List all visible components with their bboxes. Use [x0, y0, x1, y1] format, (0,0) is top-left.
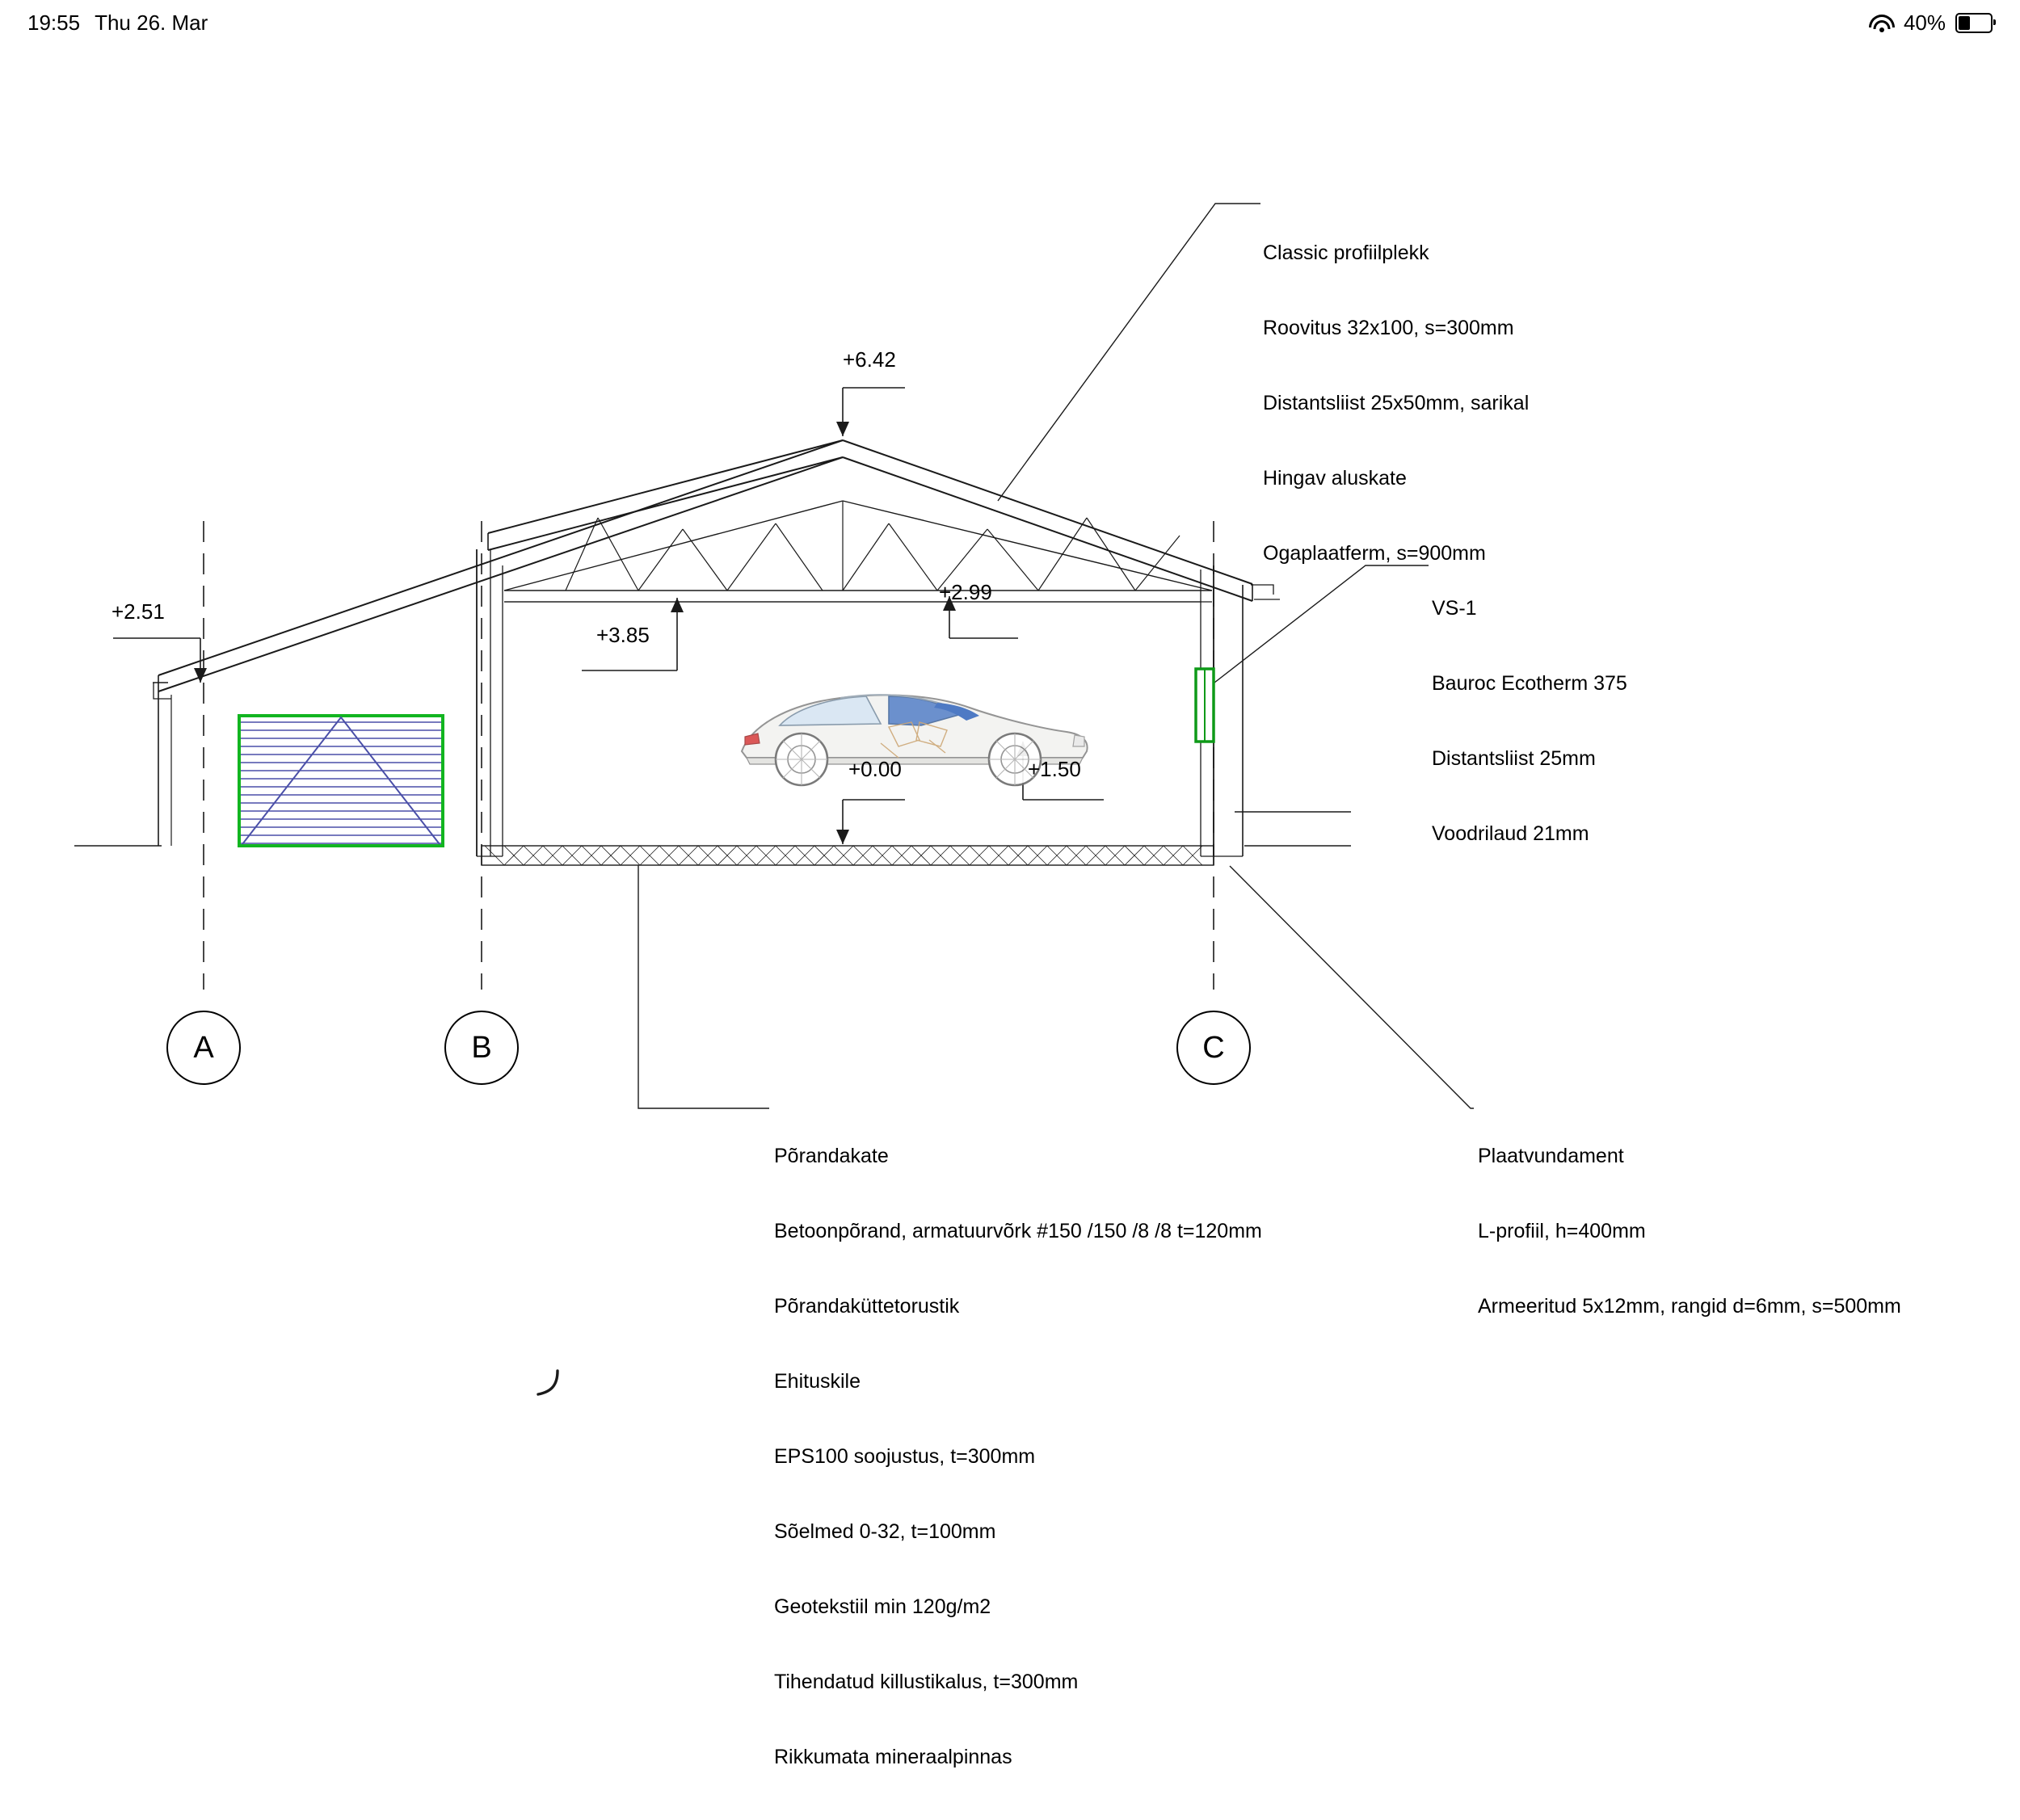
- garage-door: [239, 716, 443, 846]
- level-label-eave-left: +2.51: [112, 599, 165, 624]
- level-label-ridge-in: +3.85: [596, 623, 650, 647]
- leader-floor: [638, 865, 769, 1108]
- floor-buildup-note: [774, 1094, 1262, 1820]
- home-gesture-indicator[interactable]: [533, 1369, 564, 1397]
- foundation-note-line-3: Armeeritud 5x12mm, rangid d=6mm, s=500mm: [1478, 1295, 1901, 1318]
- floor-note-line-3: Põrandaküttetorustik: [774, 1295, 960, 1318]
- grid-bubble-c[interactable]: C: [1176, 1011, 1251, 1085]
- roof-note-line-5: Ogaplaatferm, s=900mm: [1263, 542, 1486, 565]
- floor-note-line-4: Ehituskile: [774, 1370, 861, 1393]
- floor-note-line-2: Betoonpõrand, armatuurvõrk #150 /150 /8 /8 t=120mm: [774, 1220, 1262, 1242]
- grid-bubble-a[interactable]: A: [166, 1011, 241, 1085]
- leader-foundation: [1230, 866, 1474, 1108]
- roof-note-line-3: Distantsliist 25x50mm, sarikal: [1263, 392, 1530, 414]
- leader-roof: [998, 204, 1260, 501]
- grid-bubble-b[interactable]: B: [444, 1011, 519, 1085]
- status-date: Thu 26. Mar: [95, 10, 208, 35]
- status-time: 19:55: [27, 10, 81, 35]
- roof-note-line-1: Classic profiilplekk: [1263, 242, 1429, 264]
- level-label-floor: +0.00: [848, 757, 902, 781]
- wall-note-line-2: Bauroc Ecotherm 375: [1432, 672, 1627, 695]
- level-label-truss: +2.99: [939, 580, 992, 604]
- floor-note-line-5: EPS100 soojustus, t=300mm: [774, 1445, 1036, 1468]
- floor-note-line-7: Geotekstiil min 120g/m2: [774, 1595, 991, 1618]
- floor-note-line-9: Rikkumata mineraalpinnas: [774, 1746, 1012, 1768]
- level-label-door-top: +1.50: [1028, 757, 1081, 781]
- window-vs1: [1196, 669, 1214, 742]
- foundation-note: [1478, 1094, 1901, 1369]
- foundation-note-line-1: Plaatvundament: [1478, 1145, 1624, 1167]
- battery-percent-label: 40%: [1903, 10, 1946, 35]
- floor-note-line-1: Põrandakate: [774, 1145, 889, 1167]
- wall-note-line-4: Voodrilaud 21mm: [1432, 822, 1589, 845]
- floor-note-line-8: Tihendatud killustikalus, t=300mm: [774, 1671, 1079, 1693]
- roof-note-line-2: Roovitus 32x100, s=300mm: [1263, 317, 1514, 339]
- level-label-peak: +6.42: [843, 347, 896, 372]
- roof-note-line-4: Hingav aluskate: [1263, 467, 1407, 490]
- wall-buildup-note: [1432, 546, 1627, 897]
- wall-note-line-1: VS-1: [1432, 597, 1477, 620]
- floor-note-line-6: Sõelmed 0-32, t=100mm: [774, 1520, 996, 1543]
- wall-note-line-3: Distantsliist 25mm: [1432, 747, 1596, 770]
- foundation-note-line-2: L-profiil, h=400mm: [1478, 1220, 1646, 1242]
